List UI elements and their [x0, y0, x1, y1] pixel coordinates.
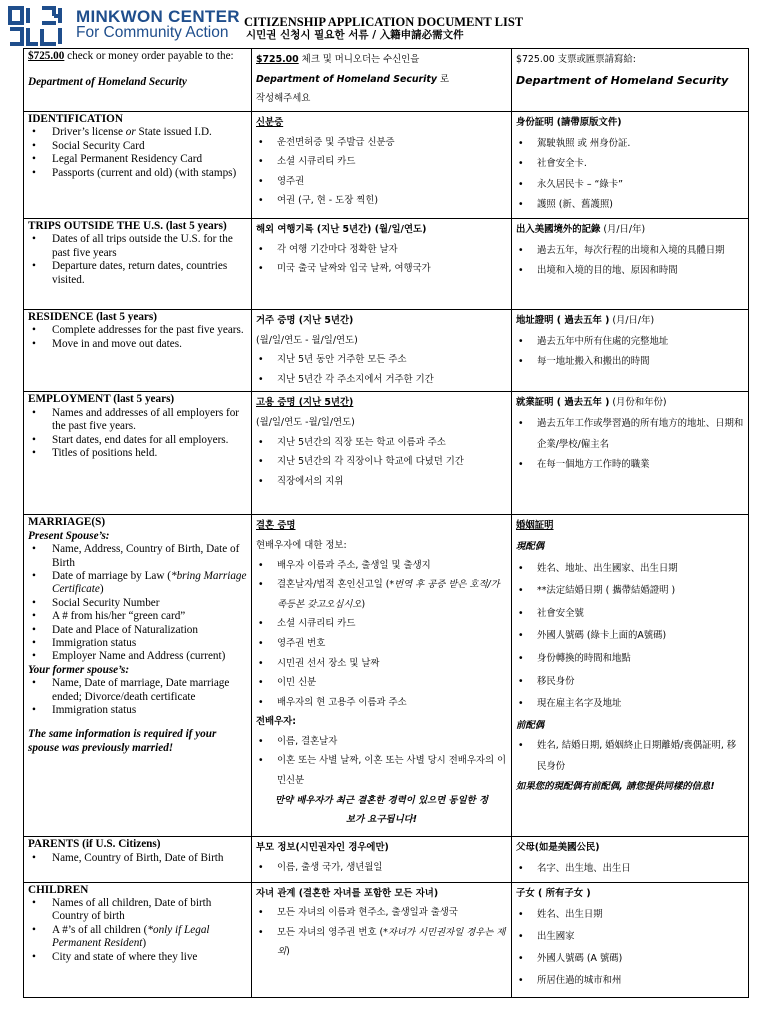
marriage-title-zh: 婚姻証明 — [516, 520, 554, 532]
page-title: CITIZENSHIP APPLICATION DOCUMENT LIST — [244, 15, 524, 29]
list-item: • 지난 5년간의 직장 또는 학교 이름과 주소 — [256, 433, 507, 453]
residence-title-suffix-zh: (月/日/年) — [609, 314, 655, 326]
employment-title-ko: 고용 증명 (지난 5년간) — [256, 397, 354, 409]
parents-zh — [512, 837, 749, 882]
list-item: • 소셜 시큐리티 카드 — [256, 614, 507, 634]
table-row-fee — [24, 49, 749, 112]
employment-sub-ko: (월/일/연도 -월/일/연도) — [256, 416, 355, 428]
list-item: • 지난 5년간 각 주소지에서 거주한 기간 — [256, 370, 507, 390]
parents-ko — [252, 837, 512, 882]
list-item: • 영주권 — [256, 172, 507, 192]
list-item: • A # from his/her “green card” — [28, 610, 247, 623]
identification-title-ko: 신분증 — [256, 117, 284, 128]
parents-title-zh: 父母(如是美國公民) — [516, 842, 600, 854]
table-row-residence — [24, 309, 749, 391]
trips-ko — [252, 218, 512, 309]
marriage-note-ko: 만약 배우자가 최근 결혼한 경력이 있으면 동일한 정보가 요구됩니다! — [274, 794, 489, 826]
residence-title: RESIDENCE (last 5 years) — [28, 310, 157, 323]
list-item: • 이름, 출생 국가, 생년월일 — [256, 858, 507, 878]
list-item: • 미국 출국 날짜와 입국 날짜, 여행국가 — [256, 259, 507, 279]
children-ko — [252, 882, 512, 997]
list-item: • 지난 5년 동안 거주한 모든 주소 — [256, 350, 507, 370]
list-item: • 過去五年，每次行程的出境和入境的具體日期 — [516, 241, 744, 262]
list-item: • 在每一個地方工作時的職業 — [516, 455, 744, 476]
list-item: • 過去五年中所有住處的完整地址 — [516, 332, 744, 353]
list-item: • Titles of positions held. — [28, 447, 247, 460]
children-title-ko: 자녀 관계 (결혼한 자녀를 포함한 모든 자녀) — [256, 887, 439, 899]
list-item: • 영주권 번호 — [256, 634, 507, 654]
employment-zh — [512, 392, 749, 515]
parents-en — [24, 837, 252, 882]
list-item: • 出境和入境的目的地、原因和時間 — [516, 261, 744, 282]
fee-amount: $725.00 — [28, 50, 65, 62]
list-item: • 外國人號碼 (A 號碼) — [516, 948, 744, 970]
residence-sub-ko: (월/일/연도 - 월/일/연도) — [256, 334, 358, 346]
identification-zh — [512, 112, 749, 219]
list-item: • 배우자 이름과 주소, 출생일 및 출생지 — [256, 556, 507, 576]
list-item: • 소셜 시큐리티 카드 — [256, 152, 507, 172]
employment-ko — [252, 392, 512, 515]
identification-title: IDENTIFICATION — [28, 113, 123, 125]
fee-ko — [252, 49, 512, 112]
list-item: • 배우자의 현 고용주 이름과 주소 — [256, 693, 507, 713]
marriage-zh — [512, 515, 749, 837]
employment-title-zh: 就業証明 ( 過去五年 ) — [516, 397, 610, 409]
marriage-former-label: Your former spouse’s: — [28, 663, 130, 676]
children-title-zh: 子女 ( 所有子女 ) — [516, 887, 591, 899]
list-item: • Start dates, end dates for all employers. — [28, 434, 247, 447]
residence-title-zh: 地址證明 ( 過去五年 ) — [516, 314, 610, 326]
list-item: • Employer Name and Address (current) — [28, 650, 247, 663]
fee-text: check or money order payable to the: — [64, 50, 234, 62]
list-item: • 名字、出生地、出生日 — [516, 859, 744, 880]
parents-title: PARENTS (if U.S. Citizens) — [28, 838, 161, 851]
list-item: • Date of marriage by Law (*bring Marriage Certificate) — [28, 570, 247, 597]
list-item: • Move in and move out dates. — [28, 338, 247, 351]
marriage-note: The same information is required if your spouse was previously married! — [28, 728, 217, 754]
fee-payee-ko: Department of Homeland Security — [256, 73, 437, 85]
list-item: • 駕駛執照 或 州身份証. — [516, 134, 744, 155]
residence-en — [24, 309, 252, 391]
list-item: • 社會安全號 — [516, 603, 744, 626]
list-item: • 出生國家 — [516, 926, 744, 948]
residence-ko — [252, 309, 512, 391]
list-item: • 護照 (新、舊護照) — [516, 195, 744, 216]
list-item: • 각 여행 기간마다 정확한 날자 — [256, 240, 507, 260]
parents-title-ko: 부모 정보(시민권자인 경우에만) — [256, 842, 389, 854]
list-item: • Legal Permanent Residency Card — [28, 153, 247, 166]
marriage-note-zh: 如果您的現配偶有前配偶, 請您提供同樣的信息! — [516, 781, 715, 793]
table-row-children — [24, 882, 749, 997]
table-row-marriage — [24, 515, 749, 837]
table-row-employment — [24, 392, 749, 515]
marriage-present-label: Present Spouse’s: — [28, 529, 110, 542]
list-item: • 이름, 결혼날자 — [256, 732, 507, 752]
fee-zh — [512, 49, 749, 112]
list-item: • 每一地址搬入和搬出的時間 — [516, 352, 744, 373]
list-item: • 社會安全卡. — [516, 154, 744, 175]
trips-title-suffix-zh: (月/日/年) — [600, 223, 646, 235]
list-item: • 운전면허증 및 주발급 신분증 — [256, 133, 507, 153]
list-item: • 모든 자녀의 영주권 번호 (*자녀가 시민권자일 경우는 제외) — [256, 923, 507, 962]
list-item: • 永久居民卡 – “綠卡” — [516, 175, 744, 196]
fee-amount-ko: $725.00 — [256, 54, 299, 65]
list-item: • A #’s of all children (*only if Legal Permanent Resident) — [28, 924, 247, 951]
fee-text2-ko: 작성해주세요 — [256, 93, 311, 105]
org-tagline: For Community Action — [76, 24, 229, 41]
list-item: • 姓名、地址、出生國家、出生日期 — [516, 558, 744, 581]
marriage-former-label-ko: 전배우자: — [256, 716, 296, 728]
table-row-trips — [24, 218, 749, 309]
list-item: • 身份轉換的時間和地點 — [516, 648, 744, 671]
document-table — [23, 48, 749, 998]
page-header — [0, 0, 770, 46]
list-item: • Dates of all trips outside the U.S. for the past five years — [28, 233, 247, 260]
identification-en — [24, 112, 252, 219]
fee-text-ko: 체크 및 머니오더는 수신인을 — [298, 54, 420, 65]
fee-text-zh: $725.00 支票或匯票請寫給: — [516, 54, 636, 65]
employment-title-suffix-zh: (月份和年份) — [609, 397, 667, 409]
fee-payee: Department of Homeland Security — [28, 76, 187, 89]
fee-payee-suffix-ko: 로 — [437, 73, 450, 85]
list-item: • Immigration status — [28, 637, 247, 650]
list-item: • Name, Date of marriage, Date marriage ended; Divorce/death certificate — [28, 677, 247, 704]
list-item: • 모든 자녀의 이름과 현주소, 출생일과 출생국 — [256, 903, 507, 923]
children-zh — [512, 882, 749, 997]
residence-title-ko: 거주 증명 (지난 5년간) — [256, 314, 354, 326]
list-item: • Name, Country of Birth, Date of Birth — [28, 852, 247, 865]
list-item: • Name, Address, Country of Birth, Date of Birth — [28, 543, 247, 570]
list-item: • Passports (current and old) (with stamps) — [28, 167, 247, 180]
trips-title-zh: 出入美國境外的記錄 — [516, 223, 601, 235]
list-item: • **法定結婚日期 ( 攜帶結婚證明 ) — [516, 580, 744, 603]
marriage-former-label-zh: 前配偶 — [516, 719, 545, 731]
table-row-identification — [24, 112, 749, 219]
list-item: • 姓名、出生日期 — [516, 904, 744, 926]
trips-zh — [512, 218, 749, 309]
list-item: • 직장에서의 지위 — [256, 472, 507, 492]
list-item: • 결혼날자/법적 혼인신고일 (*번역 후 공증 받은 호적/가족등본 갖고오십시오) — [256, 575, 507, 614]
trips-en — [24, 218, 252, 309]
minkwon-logo — [8, 6, 70, 46]
employment-en — [24, 392, 252, 515]
identification-title-zh: 身份証明 (請帶原版文件) — [516, 117, 622, 128]
list-item: • City and state of where they live — [28, 951, 247, 964]
list-item: • 여권 (구, 현 - 도장 찍힌) — [256, 191, 507, 211]
list-item: • Social Security Card — [28, 140, 247, 153]
marriage-en — [24, 515, 252, 837]
residence-zh — [512, 309, 749, 391]
children-title: CHILDREN — [28, 883, 89, 896]
list-item: • 시민권 선서 장소 및 날짜 — [256, 654, 507, 674]
list-item: • 이혼 또는 사별 날짜, 이혼 또는 사별 당시 전배우자의 이민신분 — [256, 751, 507, 790]
list-item: • Social Security Number — [28, 597, 247, 610]
list-item: • 이민 신분 — [256, 673, 507, 693]
fee-en — [24, 49, 252, 112]
marriage-present-label-zh: 現配偶 — [516, 540, 545, 552]
fee-payee-zh: Department of Homeland Security — [516, 73, 729, 87]
marriage-ko — [252, 515, 512, 837]
table-row-parents — [24, 837, 749, 882]
trips-title: TRIPS OUTSIDE THE U.S. (last 5 years) — [28, 219, 227, 232]
children-en — [24, 882, 252, 997]
list-item: • 所居住過的城市和州 — [516, 970, 744, 992]
list-item: • 移民身份 — [516, 671, 744, 694]
list-item: • Departure dates, return dates, countries visited. — [28, 260, 247, 287]
list-item: • 姓名, 結婚日期, 婚姻終止日期離婚/喪偶証明, 移民身份 — [516, 736, 744, 777]
trips-title-ko: 해외 여행기록 (지난 5년간) (월/일/연도) — [256, 223, 427, 235]
identification-ko — [252, 112, 512, 219]
marriage-title: MARRIAGE(S) — [28, 516, 106, 529]
list-item: • 過去五年工作或學習過的所有地方的地址、日期和企業/學校/僱主名 — [516, 414, 744, 455]
org-name: MINKWON CENTER — [76, 7, 240, 26]
list-item: • Immigration status — [28, 704, 247, 717]
marriage-title-ko: 결혼 증명 — [256, 520, 296, 532]
list-item: • Driver’s license or State issued I.D. — [28, 126, 247, 139]
list-item: • 現在雇主名字及地址 — [516, 693, 744, 716]
list-item: • Complete addresses for the past five years. — [28, 324, 247, 337]
list-item: • 지난 5년간의 각 직장이나 학교에 다녔던 기간 — [256, 452, 507, 472]
list-item: • Names of all children, Date of birth Country of birth — [28, 897, 247, 924]
list-item: • Names and addresses of all employers for the past five years. — [28, 407, 247, 434]
page-subtitle: 시민권 신청시 필요한 서류 / 入籍申請必需文件 — [246, 29, 464, 41]
marriage-sub-ko: 현배우자에 대한 정보: — [256, 539, 347, 551]
employment-title: EMPLOYMENT (last 5 years) — [28, 393, 175, 406]
list-item: • 外國人號碼 (綠卡上面的A號碼) — [516, 625, 744, 648]
list-item: • Date and Place of Naturalization — [28, 624, 247, 637]
